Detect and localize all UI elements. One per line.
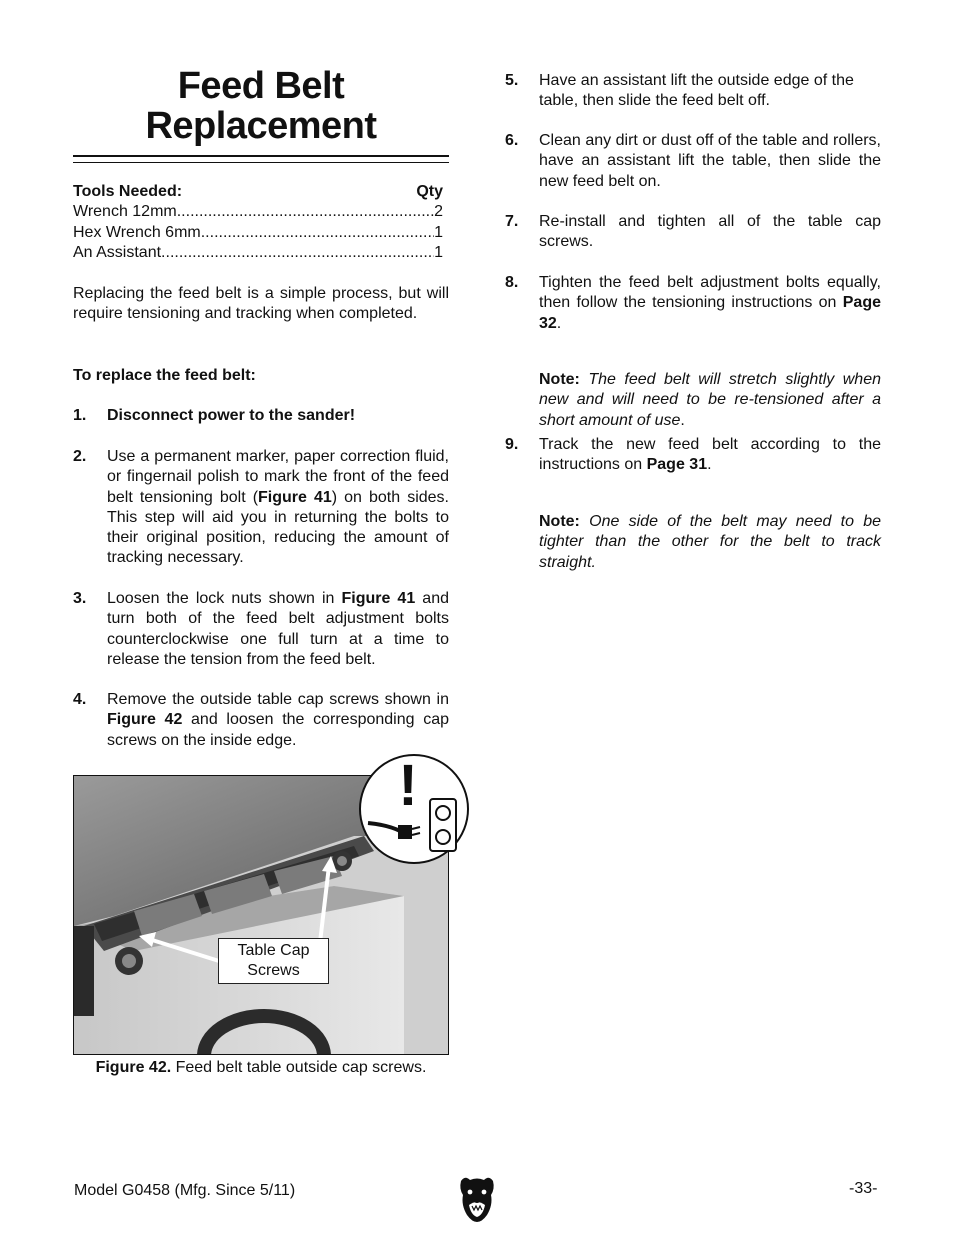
figure-caption-label: Figure 42. (95, 1059, 172, 1076)
figure-caption-text: Feed belt table outside cap screws. (171, 1059, 427, 1076)
title-rule-thin (73, 162, 449, 163)
step-9: 9. Track the new feed belt according to the instructions on Page 31. (505, 436, 881, 474)
grizzly-bear-logo-icon (457, 1175, 497, 1223)
figure-reference: Figure 41 (341, 590, 416, 607)
tool-qty: 1 (434, 223, 443, 241)
page-reference: Page 31 (646, 456, 708, 474)
intro-paragraph: Replacing the feed belt is a simple process, but will require tensioning and tracking when completed. (73, 285, 449, 323)
tool-name: Hex Wrench 6mm (73, 223, 201, 241)
tools-needed-table (73, 182, 443, 263)
footer-model: Model G0458 (Mfg. Since 5/11) (74, 1182, 296, 1199)
footer-page-number: -33- (849, 1180, 878, 1197)
tool-qty: 2 (434, 203, 443, 221)
note-belt-tracking: Note: One side of the belt may need to be tighter than the other for the belt to track straight. (539, 513, 882, 571)
figure-reference: Figure 41 (258, 488, 332, 506)
procedure-heading: To replace the feed belt: (73, 367, 256, 384)
note-belt-stretch: Note: The feed belt will stretch slightly when new and will need to be re-tensioned after a short amount of use. (539, 371, 881, 429)
title-line-2: Replacement (145, 105, 377, 147)
tool-row (73, 202, 443, 222)
figure-reference: Figure 42 (107, 711, 183, 729)
page-reference: Page 32 (539, 294, 881, 332)
table-cap-screws-callout: Table Cap Screws (218, 938, 329, 984)
tools-header-qty: Qty (416, 183, 443, 200)
warning-symbol: ! (398, 753, 418, 818)
tools-header (73, 182, 443, 202)
step-3: 3. Loosen the lock nuts shown in Figure 41 and turn both of the feed belt adjustment bolts counterclockwise one full turn at a time to release the tension from the feed belt. (73, 590, 449, 668)
title-line-1: Feed Belt (177, 65, 345, 107)
step-5: 5. Have an assistant lift the outside edge of the table, then slide the feed belt off. (505, 72, 854, 110)
step-2: 2. Use a permanent marker, paper correction fluid, or fingernail polish to mark the front of the feed belt tensioning bolt (Figure 41) on both sides. This step will aid you in returning the bolts to their original position, reducing the amount of tracking necessary. (73, 448, 450, 567)
tool-row (73, 223, 443, 243)
page-title (73, 66, 449, 146)
step-6: 6. Clean any dirt or dust off of the table and rollers, have an assistant lift the table, then slide the new feed belt on. (505, 132, 881, 190)
step-4: 4. Remove the outside table cap screws shown in Figure 42 and loosen the corresponding cap screws on the inside edge. (73, 691, 449, 749)
step-7: 7. Re-install and tighten all of the table cap screws. (505, 213, 881, 251)
step-8: 8. Tighten the feed belt adjustment bolts equally, then follow the tensioning instructions on Page 32. (505, 274, 881, 332)
figure-42-caption (73, 1058, 449, 1078)
tool-qty: 1 (434, 243, 443, 261)
tool-row (73, 243, 443, 263)
unplug-warning-icon (358, 753, 471, 866)
tools-header-label: Tools Needed: (73, 183, 183, 200)
title-rule-thick (73, 155, 449, 157)
tool-name: Wrench 12mm (73, 203, 177, 221)
tool-name: An Assistant (73, 243, 162, 261)
step-1: 1. Disconnect power to the sander! (73, 407, 356, 424)
